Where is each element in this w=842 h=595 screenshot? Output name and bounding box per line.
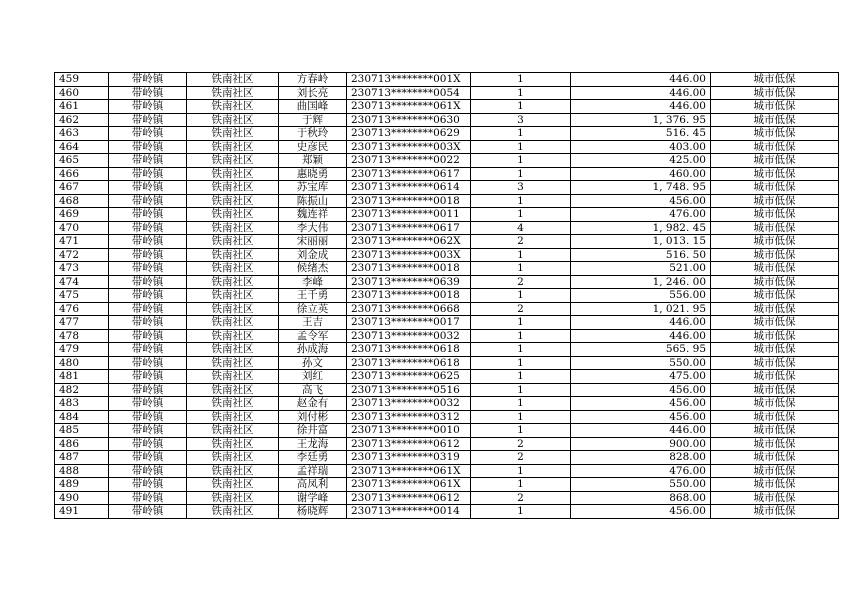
household-size-cell: 1 <box>471 154 571 168</box>
name-cell: 孙成海 <box>279 343 347 357</box>
community-cell: 铁南社区 <box>187 221 279 235</box>
household-size-cell: 1 <box>471 343 571 357</box>
town-cell: 带岭镇 <box>109 424 187 438</box>
category-cell: 城市低保 <box>711 302 839 316</box>
id-number-cell: 230713********001X <box>347 73 471 87</box>
community-cell: 铁南社区 <box>187 113 279 127</box>
name-cell: 于辉 <box>279 113 347 127</box>
town-cell: 带岭镇 <box>109 329 187 343</box>
category-cell: 城市低保 <box>711 370 839 384</box>
table-row <box>55 181 839 195</box>
household-size-cell: 1 <box>471 208 571 222</box>
household-size-cell: 1 <box>471 194 571 208</box>
community-cell: 铁南社区 <box>187 208 279 222</box>
household-size-cell: 4 <box>471 221 571 235</box>
table-row <box>55 370 839 384</box>
name-cell: 高飞 <box>279 383 347 397</box>
community-cell: 铁南社区 <box>187 100 279 114</box>
id-number-cell: 230713********0618 <box>347 356 471 370</box>
community-cell: 铁南社区 <box>187 437 279 451</box>
id-number-cell: 230713********0625 <box>347 370 471 384</box>
row-number-cell: 477 <box>55 316 109 330</box>
id-number-cell: 230713********0617 <box>347 167 471 181</box>
household-size-cell: 1 <box>471 167 571 181</box>
amount-cell: 446.00 <box>571 316 711 330</box>
id-number-cell: 230713********062X <box>347 235 471 249</box>
amount-cell: 403.00 <box>571 140 711 154</box>
town-cell: 带岭镇 <box>109 113 187 127</box>
town-cell: 带岭镇 <box>109 181 187 195</box>
id-number-cell: 230713********0312 <box>347 410 471 424</box>
amount-cell: 456.00 <box>571 383 711 397</box>
table-row <box>55 289 839 303</box>
household-size-cell: 1 <box>471 100 571 114</box>
amount-cell: 1, 376. 95 <box>571 113 711 127</box>
row-number-cell: 486 <box>55 437 109 451</box>
town-cell: 带岭镇 <box>109 100 187 114</box>
id-number-cell: 230713********0614 <box>347 181 471 195</box>
row-number-cell: 485 <box>55 424 109 438</box>
category-cell: 城市低保 <box>711 356 839 370</box>
community-cell: 铁南社区 <box>187 73 279 87</box>
row-number-cell: 468 <box>55 194 109 208</box>
community-cell: 铁南社区 <box>187 302 279 316</box>
community-cell: 铁南社区 <box>187 194 279 208</box>
row-number-cell: 463 <box>55 127 109 141</box>
category-cell: 城市低保 <box>711 248 839 262</box>
id-number-cell: 230713********0014 <box>347 505 471 519</box>
household-size-cell: 3 <box>471 181 571 195</box>
id-number-cell: 230713********0612 <box>347 437 471 451</box>
category-cell: 城市低保 <box>711 262 839 276</box>
table-row <box>55 73 839 87</box>
category-cell: 城市低保 <box>711 397 839 411</box>
table-row <box>55 275 839 289</box>
amount-cell: 550.00 <box>571 356 711 370</box>
community-cell: 铁南社区 <box>187 181 279 195</box>
community-cell: 铁南社区 <box>187 86 279 100</box>
town-cell: 带岭镇 <box>109 167 187 181</box>
community-cell: 铁南社区 <box>187 478 279 492</box>
household-size-cell: 1 <box>471 410 571 424</box>
table-row <box>55 383 839 397</box>
community-cell: 铁南社区 <box>187 383 279 397</box>
name-cell: 杨晓辉 <box>279 505 347 519</box>
category-cell: 城市低保 <box>711 464 839 478</box>
name-cell: 王吉 <box>279 316 347 330</box>
town-cell: 带岭镇 <box>109 370 187 384</box>
community-cell: 铁南社区 <box>187 154 279 168</box>
amount-cell: 446.00 <box>571 424 711 438</box>
table-row <box>55 100 839 114</box>
town-cell: 带岭镇 <box>109 248 187 262</box>
household-size-cell: 2 <box>471 302 571 316</box>
name-cell: 候绪杰 <box>279 262 347 276</box>
community-cell: 铁南社区 <box>187 167 279 181</box>
community-cell: 铁南社区 <box>187 370 279 384</box>
table-row <box>55 194 839 208</box>
town-cell: 带岭镇 <box>109 437 187 451</box>
row-number-cell: 480 <box>55 356 109 370</box>
id-number-cell: 230713********0018 <box>347 289 471 303</box>
table-row <box>55 221 839 235</box>
table-row <box>55 491 839 505</box>
row-number-cell: 478 <box>55 329 109 343</box>
name-cell: 徐井富 <box>279 424 347 438</box>
row-number-cell: 474 <box>55 275 109 289</box>
amount-cell: 516. 50 <box>571 248 711 262</box>
id-number-cell: 230713********0011 <box>347 208 471 222</box>
amount-cell: 475.00 <box>571 370 711 384</box>
category-cell: 城市低保 <box>711 140 839 154</box>
town-cell: 带岭镇 <box>109 343 187 357</box>
community-cell: 铁南社区 <box>187 329 279 343</box>
category-cell: 城市低保 <box>711 208 839 222</box>
town-cell: 带岭镇 <box>109 451 187 465</box>
household-size-cell: 1 <box>471 329 571 343</box>
category-cell: 城市低保 <box>711 505 839 519</box>
id-number-cell: 230713********0629 <box>347 127 471 141</box>
name-cell: 曲国峰 <box>279 100 347 114</box>
community-cell: 铁南社区 <box>187 127 279 141</box>
row-number-cell: 471 <box>55 235 109 249</box>
name-cell: 刘金成 <box>279 248 347 262</box>
community-cell: 铁南社区 <box>187 289 279 303</box>
id-number-cell: 230713********0630 <box>347 113 471 127</box>
amount-cell: 1, 013. 15 <box>571 235 711 249</box>
name-cell: 孟令军 <box>279 329 347 343</box>
community-cell: 铁南社区 <box>187 505 279 519</box>
household-size-cell: 1 <box>471 140 571 154</box>
town-cell: 带岭镇 <box>109 73 187 87</box>
household-size-cell: 1 <box>471 356 571 370</box>
welfare-table <box>54 72 839 519</box>
community-cell: 铁南社区 <box>187 464 279 478</box>
household-size-cell: 1 <box>471 289 571 303</box>
town-cell: 带岭镇 <box>109 302 187 316</box>
category-cell: 城市低保 <box>711 275 839 289</box>
amount-cell: 446.00 <box>571 100 711 114</box>
category-cell: 城市低保 <box>711 181 839 195</box>
category-cell: 城市低保 <box>711 100 839 114</box>
household-size-cell: 2 <box>471 235 571 249</box>
table-row <box>55 208 839 222</box>
amount-cell: 556.00 <box>571 289 711 303</box>
id-number-cell: 230713********0617 <box>347 221 471 235</box>
name-cell: 宋丽丽 <box>279 235 347 249</box>
town-cell: 带岭镇 <box>109 208 187 222</box>
name-cell: 郑颖 <box>279 154 347 168</box>
id-number-cell: 230713********061X <box>347 478 471 492</box>
town-cell: 带岭镇 <box>109 464 187 478</box>
name-cell: 孟祥瑞 <box>279 464 347 478</box>
town-cell: 带岭镇 <box>109 235 187 249</box>
category-cell: 城市低保 <box>711 437 839 451</box>
household-size-cell: 1 <box>471 86 571 100</box>
name-cell: 方春岭 <box>279 73 347 87</box>
row-number-cell: 490 <box>55 491 109 505</box>
amount-cell: 456.00 <box>571 194 711 208</box>
id-number-cell: 230713********0010 <box>347 424 471 438</box>
amount-cell: 900.00 <box>571 437 711 451</box>
name-cell: 刘红 <box>279 370 347 384</box>
amount-cell: 456.00 <box>571 397 711 411</box>
id-number-cell: 230713********0612 <box>347 491 471 505</box>
amount-cell: 460.00 <box>571 167 711 181</box>
category-cell: 城市低保 <box>711 167 839 181</box>
town-cell: 带岭镇 <box>109 275 187 289</box>
row-number-cell: 475 <box>55 289 109 303</box>
row-number-cell: 488 <box>55 464 109 478</box>
row-number-cell: 464 <box>55 140 109 154</box>
name-cell: 刘长亮 <box>279 86 347 100</box>
table-row <box>55 410 839 424</box>
amount-cell: 446.00 <box>571 86 711 100</box>
household-size-cell: 2 <box>471 437 571 451</box>
id-number-cell: 230713********0022 <box>347 154 471 168</box>
category-cell: 城市低保 <box>711 329 839 343</box>
household-size-cell: 1 <box>471 127 571 141</box>
household-size-cell: 1 <box>471 397 571 411</box>
amount-cell: 516. 45 <box>571 127 711 141</box>
household-size-cell: 2 <box>471 491 571 505</box>
amount-cell: 565. 95 <box>571 343 711 357</box>
community-cell: 铁南社区 <box>187 262 279 276</box>
name-cell: 李峰 <box>279 275 347 289</box>
amount-cell: 828.00 <box>571 451 711 465</box>
id-number-cell: 230713********0319 <box>347 451 471 465</box>
community-cell: 铁南社区 <box>187 451 279 465</box>
category-cell: 城市低保 <box>711 73 839 87</box>
category-cell: 城市低保 <box>711 424 839 438</box>
name-cell: 苏宝库 <box>279 181 347 195</box>
amount-cell: 1, 246. 00 <box>571 275 711 289</box>
household-size-cell: 1 <box>471 370 571 384</box>
id-number-cell: 230713********061X <box>347 100 471 114</box>
table-row <box>55 235 839 249</box>
amount-cell: 456.00 <box>571 505 711 519</box>
table-row <box>55 154 839 168</box>
community-cell: 铁南社区 <box>187 248 279 262</box>
name-cell: 惠晓勇 <box>279 167 347 181</box>
community-cell: 铁南社区 <box>187 275 279 289</box>
id-number-cell: 230713********0018 <box>347 194 471 208</box>
category-cell: 城市低保 <box>711 127 839 141</box>
id-number-cell: 230713********0054 <box>347 86 471 100</box>
amount-cell: 550.00 <box>571 478 711 492</box>
id-number-cell: 230713********061X <box>347 464 471 478</box>
row-number-cell: 459 <box>55 73 109 87</box>
category-cell: 城市低保 <box>711 113 839 127</box>
community-cell: 铁南社区 <box>187 235 279 249</box>
table-body <box>55 73 839 519</box>
town-cell: 带岭镇 <box>109 289 187 303</box>
row-number-cell: 469 <box>55 208 109 222</box>
town-cell: 带岭镇 <box>109 221 187 235</box>
id-number-cell: 230713********0032 <box>347 329 471 343</box>
id-number-cell: 230713********0017 <box>347 316 471 330</box>
town-cell: 带岭镇 <box>109 262 187 276</box>
table-row <box>55 86 839 100</box>
name-cell: 李廷勇 <box>279 451 347 465</box>
town-cell: 带岭镇 <box>109 491 187 505</box>
row-number-cell: 489 <box>55 478 109 492</box>
id-number-cell: 230713********003X <box>347 248 471 262</box>
town-cell: 带岭镇 <box>109 86 187 100</box>
row-number-cell: 467 <box>55 181 109 195</box>
name-cell: 于秋玲 <box>279 127 347 141</box>
table-row <box>55 464 839 478</box>
community-cell: 铁南社区 <box>187 410 279 424</box>
household-size-cell: 1 <box>471 424 571 438</box>
row-number-cell: 482 <box>55 383 109 397</box>
row-number-cell: 483 <box>55 397 109 411</box>
household-size-cell: 1 <box>471 464 571 478</box>
amount-cell: 446.00 <box>571 73 711 87</box>
category-cell: 城市低保 <box>711 478 839 492</box>
table-row <box>55 302 839 316</box>
id-number-cell: 230713********0668 <box>347 302 471 316</box>
table-row <box>55 248 839 262</box>
household-size-cell: 1 <box>471 478 571 492</box>
row-number-cell: 472 <box>55 248 109 262</box>
table-row <box>55 127 839 141</box>
table-row <box>55 343 839 357</box>
town-cell: 带岭镇 <box>109 127 187 141</box>
row-number-cell: 481 <box>55 370 109 384</box>
town-cell: 带岭镇 <box>109 356 187 370</box>
amount-cell: 868.00 <box>571 491 711 505</box>
amount-cell: 446.00 <box>571 329 711 343</box>
table-row <box>55 140 839 154</box>
row-number-cell: 461 <box>55 100 109 114</box>
category-cell: 城市低保 <box>711 410 839 424</box>
amount-cell: 456.00 <box>571 410 711 424</box>
town-cell: 带岭镇 <box>109 505 187 519</box>
town-cell: 带岭镇 <box>109 383 187 397</box>
name-cell: 赵金有 <box>279 397 347 411</box>
row-number-cell: 462 <box>55 113 109 127</box>
id-number-cell: 230713********0032 <box>347 397 471 411</box>
table-row <box>55 356 839 370</box>
community-cell: 铁南社区 <box>187 356 279 370</box>
town-cell: 带岭镇 <box>109 397 187 411</box>
category-cell: 城市低保 <box>711 491 839 505</box>
household-size-cell: 1 <box>471 248 571 262</box>
amount-cell: 1, 982. 45 <box>571 221 711 235</box>
id-number-cell: 230713********0639 <box>347 275 471 289</box>
table-row <box>55 397 839 411</box>
table-row <box>55 424 839 438</box>
category-cell: 城市低保 <box>711 343 839 357</box>
table-row <box>55 437 839 451</box>
table-row <box>55 113 839 127</box>
town-cell: 带岭镇 <box>109 154 187 168</box>
town-cell: 带岭镇 <box>109 478 187 492</box>
name-cell: 王千勇 <box>279 289 347 303</box>
community-cell: 铁南社区 <box>187 397 279 411</box>
table-row <box>55 478 839 492</box>
household-size-cell: 2 <box>471 451 571 465</box>
id-number-cell: 230713********0618 <box>347 343 471 357</box>
amount-cell: 476.00 <box>571 208 711 222</box>
category-cell: 城市低保 <box>711 235 839 249</box>
name-cell: 陈振山 <box>279 194 347 208</box>
table-row <box>55 262 839 276</box>
town-cell: 带岭镇 <box>109 316 187 330</box>
category-cell: 城市低保 <box>711 316 839 330</box>
name-cell: 孙文 <box>279 356 347 370</box>
community-cell: 铁南社区 <box>187 140 279 154</box>
name-cell: 魏连祥 <box>279 208 347 222</box>
community-cell: 铁南社区 <box>187 316 279 330</box>
id-number-cell: 230713********003X <box>347 140 471 154</box>
category-cell: 城市低保 <box>711 86 839 100</box>
category-cell: 城市低保 <box>711 289 839 303</box>
row-number-cell: 473 <box>55 262 109 276</box>
id-number-cell: 230713********0516 <box>347 383 471 397</box>
table-row <box>55 167 839 181</box>
table-row <box>55 316 839 330</box>
row-number-cell: 470 <box>55 221 109 235</box>
name-cell: 刘付彬 <box>279 410 347 424</box>
household-size-cell: 1 <box>471 505 571 519</box>
row-number-cell: 465 <box>55 154 109 168</box>
id-number-cell: 230713********0018 <box>347 262 471 276</box>
table-row <box>55 505 839 519</box>
community-cell: 铁南社区 <box>187 491 279 505</box>
household-size-cell: 2 <box>471 275 571 289</box>
town-cell: 带岭镇 <box>109 410 187 424</box>
name-cell: 高凤利 <box>279 478 347 492</box>
household-size-cell: 1 <box>471 316 571 330</box>
amount-cell: 1, 748. 95 <box>571 181 711 195</box>
name-cell: 谢学峰 <box>279 491 347 505</box>
household-size-cell: 3 <box>471 113 571 127</box>
category-cell: 城市低保 <box>711 383 839 397</box>
category-cell: 城市低保 <box>711 451 839 465</box>
household-size-cell: 1 <box>471 262 571 276</box>
town-cell: 带岭镇 <box>109 194 187 208</box>
name-cell: 史彦民 <box>279 140 347 154</box>
row-number-cell: 479 <box>55 343 109 357</box>
town-cell: 带岭镇 <box>109 140 187 154</box>
row-number-cell: 460 <box>55 86 109 100</box>
household-size-cell: 1 <box>471 383 571 397</box>
row-number-cell: 484 <box>55 410 109 424</box>
amount-cell: 425.00 <box>571 154 711 168</box>
category-cell: 城市低保 <box>711 221 839 235</box>
row-number-cell: 466 <box>55 167 109 181</box>
amount-cell: 1, 021. 95 <box>571 302 711 316</box>
name-cell: 王龙海 <box>279 437 347 451</box>
table-row <box>55 451 839 465</box>
row-number-cell: 476 <box>55 302 109 316</box>
community-cell: 铁南社区 <box>187 343 279 357</box>
name-cell: 李大伟 <box>279 221 347 235</box>
amount-cell: 476.00 <box>571 464 711 478</box>
category-cell: 城市低保 <box>711 154 839 168</box>
table-row <box>55 329 839 343</box>
household-size-cell: 1 <box>471 73 571 87</box>
row-number-cell: 491 <box>55 505 109 519</box>
name-cell: 徐立英 <box>279 302 347 316</box>
row-number-cell: 487 <box>55 451 109 465</box>
category-cell: 城市低保 <box>711 194 839 208</box>
amount-cell: 521.00 <box>571 262 711 276</box>
community-cell: 铁南社区 <box>187 424 279 438</box>
